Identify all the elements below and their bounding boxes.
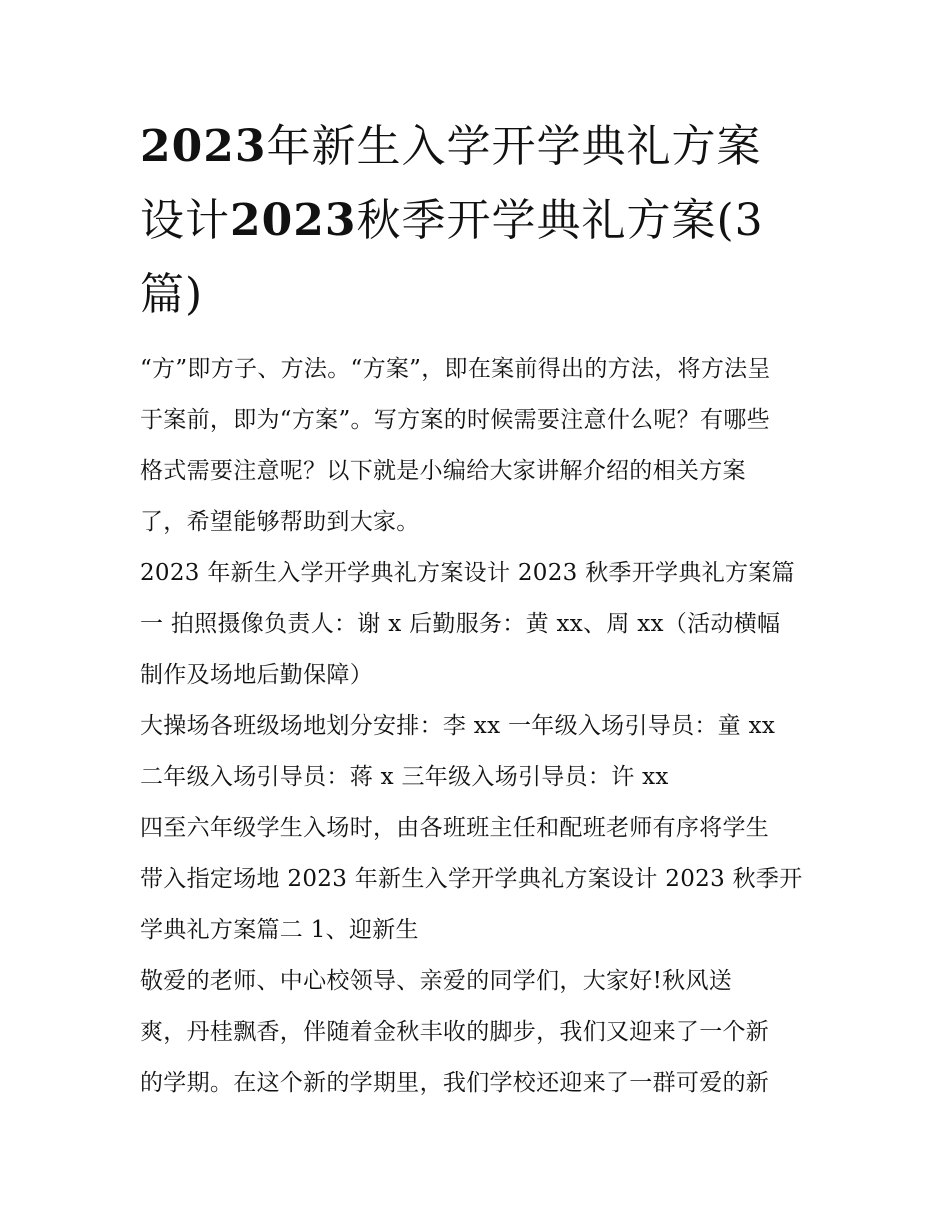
title-text: 秋季开学典礼方案(3 bbox=[356, 195, 764, 246]
text-line: 格式需要注意呢？以下就是小编给大家讲解介绍的相关方案 bbox=[140, 458, 746, 484]
staff-paragraph bbox=[140, 548, 815, 701]
text-line: 二年级入场引导员：蒋 x 三年级入场引导员：许 xx bbox=[140, 764, 669, 790]
text-line: 一 拍照摄像负责人：谢 x 后勤服务：黄 xx、周 xx（活动横幅 bbox=[140, 611, 781, 637]
title-year: 2023 bbox=[140, 121, 267, 172]
document-title bbox=[140, 110, 815, 332]
title-line bbox=[140, 110, 815, 184]
text-line: 带入指定场地 2023 年新生入学开学典礼方案设计 2023 秋季开 bbox=[140, 866, 803, 892]
text-line: 四至六年级学生入场时，由各班班主任和配班老师有序将学生 bbox=[140, 815, 770, 841]
text-line: 了，希望能够帮助到大家。 bbox=[140, 509, 420, 535]
text-line: 的学期。在这个新的学期里，我们学校还迎来了一群可爱的新 bbox=[140, 1070, 770, 1096]
title-line bbox=[140, 184, 815, 258]
text-line: “方”即方子、方法。“方案”，即在案前得出的方法，将方法呈 bbox=[140, 356, 771, 382]
text-line: 2023 年新生入学开学典礼方案设计 2023 秋季开学典礼方案篇 bbox=[140, 560, 795, 586]
title-year: 2023 bbox=[230, 195, 357, 246]
speech-paragraph bbox=[140, 956, 815, 1109]
text-line: 大操场各班级场地划分安排：李 xx 一年级入场引导员：童 xx bbox=[140, 713, 776, 739]
arrangement-paragraph bbox=[140, 701, 815, 803]
title-text: 设计 bbox=[140, 195, 230, 246]
text-line: 学典礼方案篇二 1、迎新生 bbox=[140, 917, 419, 943]
document-page bbox=[140, 110, 815, 1109]
text-line: 爽，丹桂飘香，伴随着金秋丰收的脚步，我们又迎来了一个新 bbox=[140, 1019, 770, 1045]
title-line bbox=[140, 258, 815, 332]
text-line: 敬爱的老师、中心校领导、亲爱的同学们，大家好!秋风送 bbox=[140, 968, 733, 994]
text-line: 制作及场地后勤保障） bbox=[140, 662, 373, 688]
title-text: 年新生入学开学典礼方案 bbox=[266, 121, 762, 172]
entrance-paragraph bbox=[140, 803, 815, 956]
text-line: 于案前，即为“方案”。写方案的时候需要注意什么呢？有哪些 bbox=[140, 407, 770, 433]
title-text: 篇) bbox=[140, 269, 204, 320]
intro-paragraph bbox=[140, 344, 815, 548]
